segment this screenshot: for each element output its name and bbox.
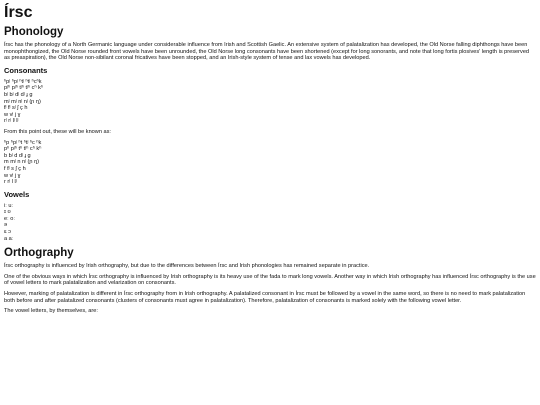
consonant-line: mʲ mʲ nʲ nʲ (ɲ ŋ) <box>4 98 41 105</box>
consonant-line: rʲ rʲ lʲ lʲ <box>4 118 19 125</box>
vowel-line: eː oː <box>4 215 15 222</box>
subheading-consonants: Consonants <box>4 65 48 75</box>
orthography-paragraph: However, marking of palatalization is different in Írsc orthography from in Irish orthography. A palatalized consonant in Írsc must be followed by a vowel in the same word, so there is no need to mark palatalization both before and after palatalized consonants (clusters of consonants must agree in palatalization). Therefore, palatalization of consonants is marked solely with the following vowel letter. <box>4 291 526 304</box>
vowel-list <box>4 203 536 243</box>
known-line: f fʲ s ʃ ç h <box>4 165 26 172</box>
consonant-line: bʲ bʲ dʲ dʲ ɟ g <box>4 91 33 98</box>
consonant-list <box>4 79 536 125</box>
consonant-line: ʰpʲ ʰpʲ ʰtʲ ʰtʲ ʰcʰk <box>4 78 42 85</box>
subheading-vowels: Vowels <box>4 189 30 199</box>
orthography-paragraph: Írsc orthography is influenced by Irish orthography, but due to the differences between Írsc and Irish phonologies has remained separate in practice. <box>4 263 370 270</box>
known-line: b bʲ d dʲ ɟ g <box>4 152 31 159</box>
consonant-line: w vʲ j ɣ <box>4 111 21 118</box>
orthography-paragraph: One of the obvious ways in which Írsc orthography is influenced by Irish orthography is its heavy use of the fada to mark long vowels. Another way in which Irish orthography has influenced Írsc orthography is the use of vowel letters to mark palatalization and velarization on consonants. <box>4 273 536 287</box>
section-heading-orthography: Orthography <box>4 247 74 260</box>
vowel-line: ə <box>4 222 8 229</box>
known-line: r rʲ l lʲ <box>4 179 17 186</box>
consonant-line: pʲʰ pʲʰ tʲʰ tʲʰ cʰ kʰ <box>4 85 44 92</box>
consonant-line: fʲ fʲ sʲ ʃ ç h <box>4 105 28 112</box>
vowel-line: ɛ ɔ <box>4 229 11 236</box>
known-as-text: From this point out, these will be known as: <box>4 128 111 135</box>
known-consonant-list <box>4 140 536 186</box>
orthography-paragraph: The vowel letters, by themselves, are: <box>4 308 98 315</box>
known-line: pʰ pʲʰ tʰ tʲʰ cʰ kʰ <box>4 146 42 153</box>
page-title: Írsc <box>4 4 33 21</box>
vowel-line: iː uː <box>4 202 14 209</box>
known-line: ʰp ʰpʲ ʰt ʰtʲ ʰc ʰk <box>4 139 42 146</box>
vowel-line: ɪ ʊ <box>4 209 11 216</box>
known-line: m mʲ n nʲ (ɲ ŋ) <box>4 159 40 166</box>
known-line: w vʲ j ɣ <box>4 172 21 179</box>
phonology-intro: Írsc has the phonology of a North Germanic language under considerable influence from Irish and Scottish Gaelic. An extensive system of palatalization has developed, the Old Norse falling diphthongs have been monophthongized, the Old Norse rounded front vowels have been unrounded, the Old Norse long consonants have been shortened (except for long sonorants, and note that long fortis plosives' length is preserved as preaspiration), the Old Norse non-sibilant coronal fricatives have been stopped, and an Irish-style system of tense and lax vowels has developed. <box>4 42 530 62</box>
section-heading-phonology: Phonology <box>4 26 64 38</box>
vowel-line: a aː <box>4 235 14 242</box>
